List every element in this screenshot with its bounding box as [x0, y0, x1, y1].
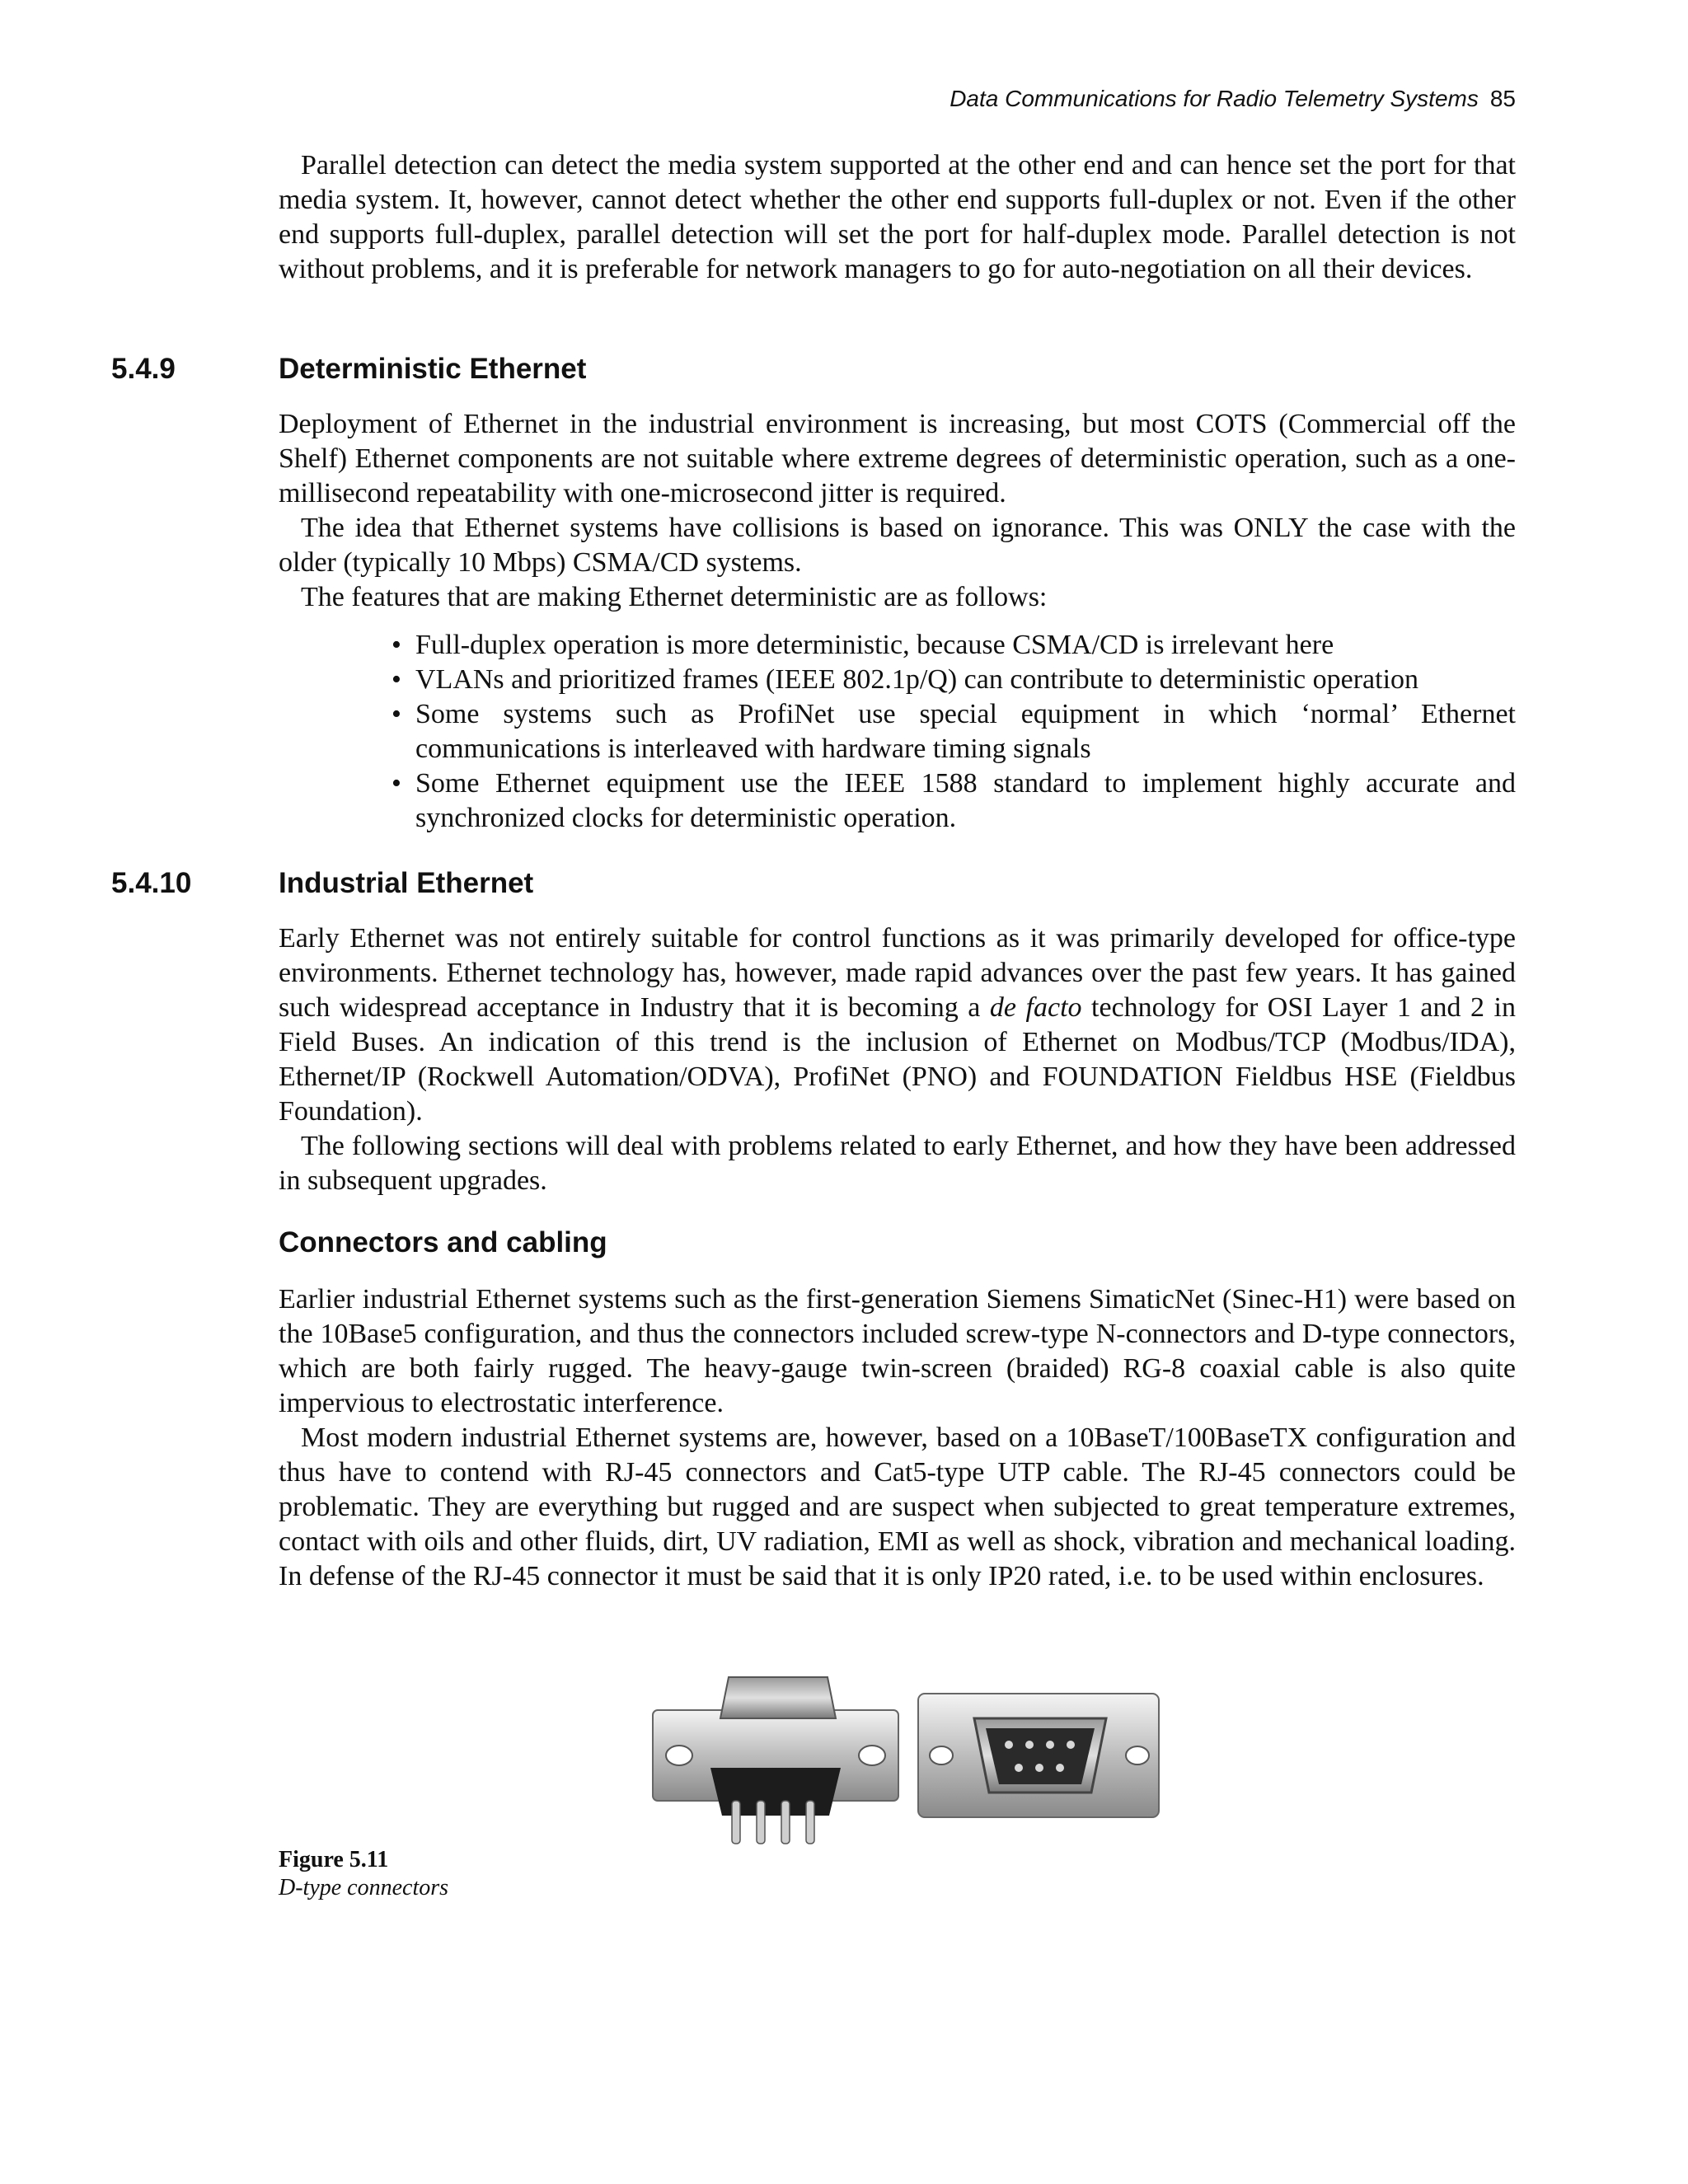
list-item: • VLANs and prioritized frames (IEEE 802.1p/Q) can contribute to deterministic operation	[388, 663, 1516, 697]
section-5-4-9-body	[279, 407, 1516, 836]
section-heading-5-4-10	[111, 867, 533, 900]
paragraph: Early Ethernet was not entirely suitable for control functions as it was primarily developed for office-type environments. Ethernet technology has, however, made rapid advances over the past few years. It has gained such widespread acceptance in Industry that it is becoming a de facto technology for OSI Layer 1 and 2 in Field Buses. An indication of this trend is the inclusion of Ethernet on Modbus/TCP (Modbus/IDA), Ethernet/IP (Rockwell Automation/ODVA), ProfiNet (PNO) and FOUNDATION Fieldbus HSE (Fieldbus Foundation).	[279, 923, 1517, 1127]
figure-caption	[279, 1846, 448, 1902]
list-item: • Full-duplex operation is more deterministic, because CSMA/CD is irrelevant here	[388, 628, 1516, 663]
subsection-heading: Connectors and cabling	[279, 1226, 607, 1258]
bullet-icon: •	[392, 699, 401, 729]
paragraph: Most modern industrial Ethernet systems are, however, based on a 10BaseT/100BaseTX configuration and thus have to contend with RJ-45 connectors and Cat5-type UTP cable. The RJ-45 connectors could be problematic. They are everything but rugged and are suspect when subjected to great temperature extremes, contact with oils and other fluids, dirt, UV radiation, EMI as well as shock, vibration and mechanical loading. In defense of the RJ-45 connector it must be said that it is only IP20 rated, i.e. to be used within enclosures.	[279, 1422, 1516, 1591]
paragraph: The following sections will deal with problems related to early Ethernet, and how they have been addressed in subsequent upgrades.	[279, 1131, 1516, 1196]
d-type-connectors-image	[646, 1669, 1165, 1858]
section-title: Deterministic Ethernet	[279, 353, 587, 385]
paragraph: The features that are making Ethernet deterministic are as follows:	[301, 582, 1048, 612]
female-connector	[918, 1694, 1159, 1817]
running-header	[907, 86, 1516, 112]
paragraph: The idea that Ethernet systems have collisions is based on ignorance. This was ONLY the case with the older (typically 10 Mbps) CSMA/CD systems.	[279, 513, 1516, 578]
section-number: 5.4.9	[111, 353, 176, 385]
intro-paragraph-block	[279, 148, 1516, 287]
intro-paragraph: Parallel detection can detect the media system supported at the other end and can hence set the port for that media system. It, however, cannot detect whether the other end supports full-duplex or not. Even if the other end supports full-duplex, parallel detection will set the port for half-duplex mode. Parallel detection is not without problems, and it is preferable for network managers to go for auto-negotiation on all their devices.	[279, 150, 1516, 284]
section-heading-5-4-9	[111, 353, 586, 386]
paragraph: Deployment of Ethernet in the industrial environment is increasing, but most COTS (Commercial off the Shelf) Ethernet components are not suitable where extreme degrees of deterministic operation, such as a one-millisecond repeatability with one-microsecond jitter is required.	[279, 409, 1516, 509]
running-title: Data Communications for Radio Telemetry Systems	[950, 86, 1479, 111]
bullet-icon: •	[392, 664, 401, 695]
paragraph: Earlier industrial Ethernet systems such as the first-generation Siemens SimaticNet (Sinec-H1) were based on the 10Base5 configuration, and thus the connectors included screw-type N-connectors and D-type connectors, which are both fairly rugged. The heavy-gauge twin-screen (braided) RG-8 coaxial cable is also quite impervious to electrostatic interference.	[279, 1284, 1516, 1418]
bullet-icon: •	[392, 768, 401, 799]
connectors-body	[279, 1282, 1516, 1594]
section-number: 5.4.10	[111, 867, 192, 899]
section-title: Industrial Ethernet	[279, 867, 534, 899]
figure-label: Figure 5.11	[279, 1847, 389, 1872]
page-number: 85	[1489, 86, 1516, 111]
italic-term: de facto	[989, 992, 1082, 1023]
section-5-4-10-body	[279, 921, 1516, 1198]
list-item: • Some Ethernet equipment use the IEEE 1588 standard to implement highly accurate and synchronized clocks for deterministic operation.	[392, 768, 1516, 833]
figure-description: D-type connectors	[279, 1875, 449, 1900]
bullet-icon: •	[392, 630, 401, 660]
male-connector	[653, 1677, 898, 1844]
list-item: • Some systems such as ProfiNet use special equipment in which ‘normal’ Ethernet communications is interleaved with hardware timing signals	[392, 699, 1516, 764]
feature-list	[388, 628, 1516, 836]
